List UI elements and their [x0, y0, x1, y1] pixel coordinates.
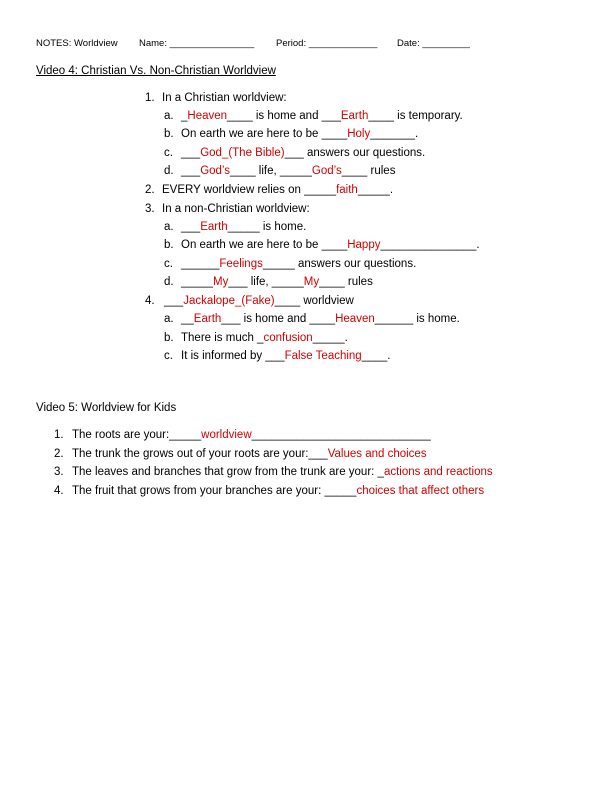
- period-field[interactable]: Period: _____________: [276, 38, 378, 49]
- video5-title: Video 5: Worldview for Kids: [36, 402, 177, 414]
- answer-earth-home: Earth: [200, 221, 228, 233]
- v5-item2-number: 2.: [54, 448, 64, 460]
- q1b-letter: b.: [164, 128, 174, 140]
- q4a-line: __Earth___ is home and ____Heaven______ is home.: [181, 313, 460, 325]
- q1a-line: _Heaven____ is home and ___Earth____ is temporary.: [181, 110, 463, 122]
- v5-item4-number: 4.: [54, 485, 64, 497]
- q1c-letter: c.: [164, 147, 173, 159]
- answer-gods-life: God’s: [200, 165, 231, 177]
- q3b-line: On earth we are here to be ____Happy_______________.: [181, 239, 480, 251]
- q3-text: In a non-Christian worldview:: [162, 203, 310, 215]
- answer-holy: Holy: [347, 128, 371, 140]
- q3-number: 3.: [145, 203, 155, 215]
- q1-number: 1.: [145, 92, 155, 104]
- answer-actions: actions and reactions: [383, 466, 493, 478]
- answer-faith: faith: [336, 184, 358, 196]
- v5-item2-line: The trunk the grows out of your roots are your:___Values and choices: [72, 448, 427, 460]
- q4-number: 4.: [145, 295, 155, 307]
- answer-god-bible: God_(The Bible): [200, 147, 285, 159]
- notes-label: NOTES: Worldview: [36, 38, 118, 49]
- answer-my-rules: My: [303, 276, 320, 288]
- answer-happy: Happy: [347, 239, 381, 251]
- q3c-letter: c.: [164, 258, 173, 270]
- answer-my-life: My: [212, 276, 229, 288]
- q3a-letter: a.: [164, 221, 174, 233]
- name-field[interactable]: Name: ________________: [139, 38, 255, 49]
- answer-heaven-q4: Heaven: [335, 313, 375, 325]
- q2-number: 2.: [145, 184, 155, 196]
- q3c-line: ______Feelings_____ answers our questions.: [181, 258, 417, 270]
- q4b-line: There is much _confusion_____.: [181, 332, 348, 344]
- q4c-letter: c.: [164, 350, 173, 362]
- answer-feelings: Feelings: [219, 258, 263, 270]
- v5-item4-line: The fruit that grows from your branches are your: _____choices that affect others: [72, 485, 485, 497]
- q3b-letter: b.: [164, 239, 174, 251]
- q1-text: In a Christian worldview:: [162, 92, 287, 104]
- answer-values: Values and choices: [327, 448, 427, 460]
- q1d-line: ___God’s____ life, _____God’s____ rules: [181, 165, 396, 177]
- q3a-line: ___Earth_____ is home.: [181, 221, 307, 233]
- answer-earth-q4: Earth: [193, 313, 222, 325]
- answer-earth: Earth: [340, 110, 369, 122]
- q2-line: EVERY worldview relies on _____faith_____.: [162, 184, 394, 196]
- answer-heaven: Heaven: [187, 110, 228, 122]
- answer-gods-rules: God’s: [311, 165, 342, 177]
- q4a-letter: a.: [164, 313, 174, 325]
- q3d-line: _____My___ life, _____My____ rules: [181, 276, 373, 288]
- q4-line: ___Jackalope_(Fake)____ worldview: [164, 295, 354, 307]
- q3d-letter: d.: [164, 276, 174, 288]
- q4b-letter: b.: [164, 332, 174, 344]
- answer-jackalope: Jackalope_(Fake): [183, 295, 275, 307]
- q1c-line: ___God_(The Bible)___ answers our questions.: [181, 147, 426, 159]
- q1d-letter: d.: [164, 165, 174, 177]
- answer-confusion: confusion: [263, 332, 313, 344]
- q1b-line: On earth we are here to be ____Holy_______.: [181, 128, 419, 140]
- answer-choices: choices that affect others: [356, 485, 485, 497]
- q1a-letter: a.: [164, 110, 174, 122]
- v5-item3-number: 3.: [54, 466, 64, 478]
- v5-item1-line: The roots are your:_____worldview____________________________: [72, 429, 431, 441]
- answer-false-teaching: False Teaching: [284, 350, 362, 362]
- video4-title: Video 4: Christian Vs. Non-Christian Worldview: [36, 65, 276, 77]
- v5-item1-number: 1.: [54, 429, 64, 441]
- date-field[interactable]: Date: _________: [397, 38, 470, 49]
- v5-item3-line: The leaves and branches that grow from the trunk are your: _actions and reactions: [72, 466, 493, 478]
- answer-worldview: worldview: [201, 429, 252, 441]
- q4c-line: It is informed by ___False Teaching____.: [181, 350, 391, 362]
